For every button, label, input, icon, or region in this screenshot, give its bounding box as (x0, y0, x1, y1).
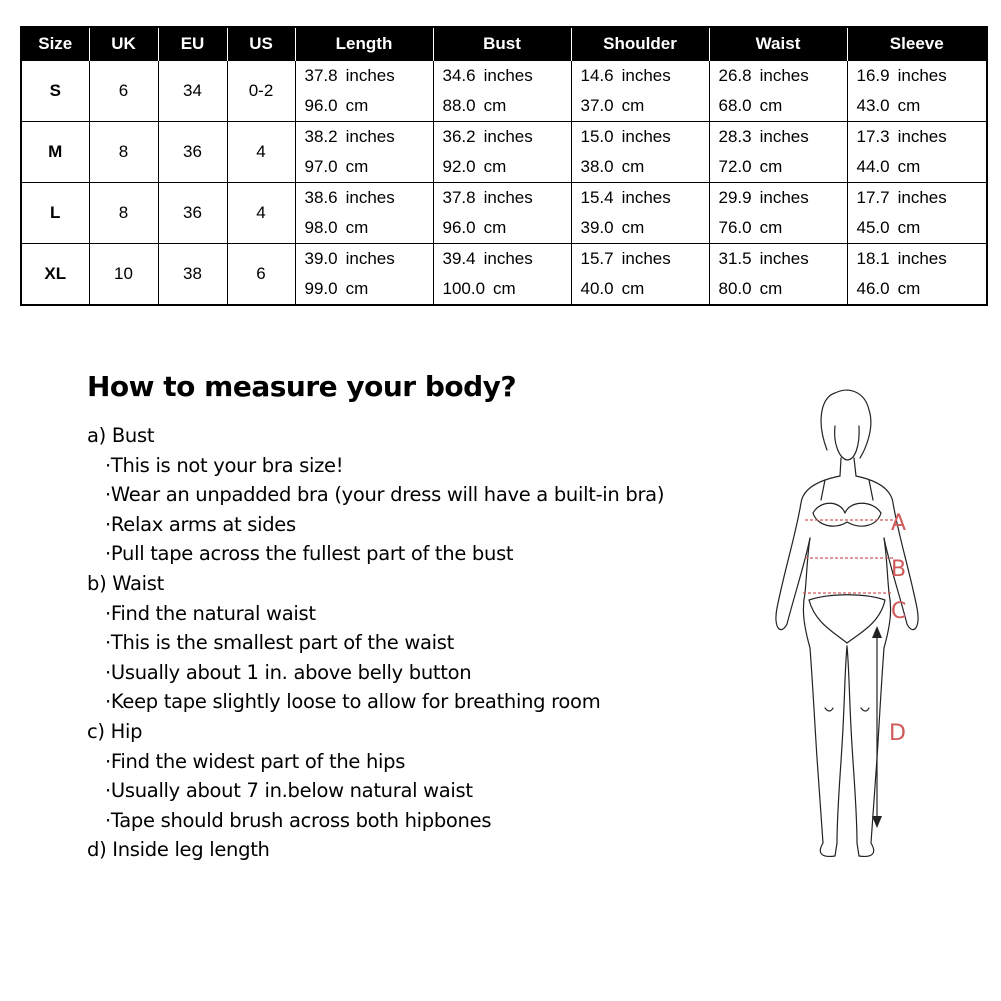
cm-value-line (719, 91, 847, 121)
inches-value: 39.0 (304, 249, 338, 268)
label-c: C (891, 599, 907, 624)
inches-value-line (581, 61, 709, 91)
cm-unit: cm (621, 218, 645, 237)
inches-value: 16.9 (856, 66, 890, 85)
cm-value-line (443, 152, 571, 182)
cm-value: 46.0 (856, 279, 890, 298)
guide-tip: ·Find the natural waist (105, 601, 316, 625)
inches-value: 29.9 (718, 188, 752, 207)
inches-unit: inches (621, 188, 671, 207)
measurement-cell (433, 244, 571, 306)
cm-unit: cm (759, 157, 783, 176)
column-header: Length (295, 27, 433, 61)
uk-cell: 10 (89, 244, 158, 306)
table-row (21, 122, 987, 183)
measurement-cell (295, 61, 433, 122)
cm-value-line (857, 213, 987, 243)
guide-tip: ·Tape should brush across both hipbones (105, 808, 492, 832)
cm-value-line (305, 213, 433, 243)
column-header: UK (89, 27, 158, 61)
inches-value-line (305, 122, 433, 152)
cm-value-line (857, 91, 987, 121)
measurement-cell (295, 244, 433, 306)
cm-unit: cm (897, 96, 921, 115)
measurement-cell (295, 183, 433, 244)
guide-section-heading: a) Bust (87, 424, 155, 447)
measurement-cell (433, 183, 571, 244)
left-leg-outline (810, 646, 847, 856)
cm-value: 100.0 (442, 279, 486, 298)
guide-tip: ·Keep tape slightly loose to allow for breathing room (105, 690, 601, 714)
inches-value: 34.6 (442, 66, 476, 85)
inches-value-line (857, 244, 987, 274)
cm-value: 45.0 (856, 218, 890, 237)
inseam-arrow-bottom (872, 816, 882, 828)
guide-tip: ·Usually about 7 in.below natural waist (105, 779, 473, 803)
label-b: B (891, 557, 907, 582)
inches-value: 37.8 (304, 66, 338, 85)
cm-value: 43.0 (856, 96, 890, 115)
guide-tip: ·Relax arms at sides (105, 512, 296, 536)
eu-cell: 36 (158, 183, 227, 244)
measurement-cell (709, 244, 847, 306)
inches-value: 15.7 (580, 249, 614, 268)
measurement-cell (847, 244, 987, 306)
cm-value-line (857, 274, 987, 304)
cm-value-line (581, 152, 709, 182)
measurement-cell (847, 61, 987, 122)
table-row (21, 244, 987, 306)
guide-tip: ·Wear an unpadded bra (your dress will have a built-in bra) (105, 483, 665, 507)
measurement-cell (295, 122, 433, 183)
column-header: EU (158, 27, 227, 61)
cm-value: 72.0 (718, 157, 752, 176)
inches-value: 37.8 (442, 188, 476, 207)
inches-unit: inches (345, 188, 395, 207)
cm-value-line (719, 152, 847, 182)
us-cell: 4 (227, 183, 295, 244)
cm-unit: cm (621, 96, 645, 115)
guide-tip: ·This is the smallest part of the waist (105, 631, 454, 655)
cm-value-line (305, 91, 433, 121)
measurement-cell (709, 61, 847, 122)
cm-value: 38.0 (580, 157, 614, 176)
inches-unit: inches (759, 127, 809, 146)
cm-value-line (581, 213, 709, 243)
us-cell: 4 (227, 122, 295, 183)
cm-unit: cm (621, 279, 645, 298)
inseam-arrow-top (872, 626, 882, 638)
inches-unit: inches (483, 66, 533, 85)
size-cell: XL (21, 244, 89, 306)
cm-value: 39.0 (580, 218, 614, 237)
measurement-cell (571, 61, 709, 122)
body-measurement-figure (765, 388, 945, 868)
inches-unit: inches (897, 66, 947, 85)
hair-outline (821, 390, 871, 458)
inches-value: 28.3 (718, 127, 752, 146)
column-header: Waist (709, 27, 847, 61)
inches-value-line (857, 183, 987, 213)
measurement-cell (571, 122, 709, 183)
cm-value-line (305, 152, 433, 182)
inches-unit: inches (345, 66, 395, 85)
inches-value-line (719, 122, 847, 152)
cm-value: 68.0 (718, 96, 752, 115)
inches-value-line (719, 244, 847, 274)
inches-unit: inches (345, 249, 395, 268)
column-header: Bust (433, 27, 571, 61)
cm-value: 88.0 (442, 96, 476, 115)
label-d: D (889, 721, 906, 746)
cm-unit: cm (483, 218, 507, 237)
cm-value: 37.0 (580, 96, 614, 115)
us-cell: 0-2 (227, 61, 295, 122)
guide-title: How to measure your body? (87, 370, 517, 403)
cm-unit: cm (345, 157, 369, 176)
size-cell: M (21, 122, 89, 183)
cm-unit: cm (759, 279, 783, 298)
measurement-cell (433, 61, 571, 122)
cm-value-line (581, 274, 709, 304)
measure-guide-list (87, 421, 664, 865)
cm-unit: cm (483, 96, 507, 115)
inches-value: 14.6 (580, 66, 614, 85)
bra-outline (813, 503, 881, 526)
column-header: US (227, 27, 295, 61)
guide-section-heading: d) Inside leg length (87, 838, 270, 862)
guide-section-heading: b) Waist (87, 571, 164, 595)
inches-value-line (443, 244, 571, 274)
guide-section-heading: c) Hip (87, 719, 143, 743)
inches-value-line (443, 122, 571, 152)
eu-cell: 34 (158, 61, 227, 122)
cm-value: 44.0 (856, 157, 890, 176)
cm-value-line (719, 213, 847, 243)
cm-unit: cm (493, 279, 516, 298)
cm-value: 98.0 (304, 218, 338, 237)
inches-value: 26.8 (718, 66, 752, 85)
measurement-cell (847, 183, 987, 244)
inches-value-line (581, 183, 709, 213)
inches-unit: inches (759, 249, 809, 268)
cm-unit: cm (345, 279, 369, 298)
cm-unit: cm (345, 218, 369, 237)
cm-value: 97.0 (304, 157, 338, 176)
uk-cell: 8 (89, 122, 158, 183)
measurement-cell (571, 183, 709, 244)
inches-value: 39.4 (442, 249, 476, 268)
us-cell: 6 (227, 244, 295, 306)
inches-unit: inches (621, 66, 671, 85)
inches-value-line (581, 122, 709, 152)
cm-value-line (581, 91, 709, 121)
cm-value-line (719, 274, 847, 304)
measurement-cell (433, 122, 571, 183)
cm-value-line (305, 274, 433, 304)
inches-value-line (857, 61, 987, 91)
cm-unit: cm (897, 157, 921, 176)
inches-value-line (305, 183, 433, 213)
cm-value: 92.0 (442, 157, 476, 176)
inches-value: 15.4 (580, 188, 614, 207)
face-outline (835, 426, 860, 460)
inches-unit: inches (483, 188, 533, 207)
inches-value: 15.0 (580, 127, 614, 146)
measurement-cell (571, 244, 709, 306)
label-a: A (891, 511, 907, 536)
inches-value: 17.7 (856, 188, 890, 207)
inches-unit: inches (897, 188, 947, 207)
size-cell: S (21, 61, 89, 122)
cm-unit: cm (345, 96, 369, 115)
table-body (21, 61, 987, 306)
column-header: Sleeve (847, 27, 987, 61)
inches-value-line (719, 183, 847, 213)
inches-unit: inches (759, 66, 809, 85)
cm-value: 96.0 (304, 96, 338, 115)
inches-unit: inches (483, 249, 533, 268)
table-row (21, 61, 987, 122)
inches-value-line (719, 61, 847, 91)
cm-value-line (857, 152, 987, 182)
inches-unit: inches (621, 127, 671, 146)
inches-unit: inches (621, 249, 671, 268)
uk-cell: 6 (89, 61, 158, 122)
cm-unit: cm (621, 157, 645, 176)
cm-unit: cm (759, 218, 783, 237)
right-arm-outline (856, 476, 918, 630)
inches-unit: inches (759, 188, 809, 207)
size-cell: L (21, 183, 89, 244)
guide-tip: ·Pull tape across the fullest part of the bust (105, 542, 514, 566)
cm-value-line (443, 274, 571, 304)
inches-unit: inches (897, 249, 947, 268)
inches-value-line (305, 61, 433, 91)
inches-value-line (581, 244, 709, 274)
measurement-cell (847, 122, 987, 183)
inches-value: 38.6 (304, 188, 338, 207)
table-row (21, 183, 987, 244)
cm-value-line (443, 91, 571, 121)
guide-tip: ·Find the widest part of the hips (105, 749, 406, 773)
inches-unit: inches (483, 127, 533, 146)
inches-value-line (857, 122, 987, 152)
guide-tip: ·Usually about 1 in. above belly button (105, 660, 472, 684)
inches-unit: inches (345, 127, 395, 146)
column-header: Size (21, 27, 89, 61)
guide-tip: ·This is not your bra size! (105, 453, 344, 477)
column-header: Shoulder (571, 27, 709, 61)
table-header-row (21, 27, 987, 61)
inches-value: 17.3 (856, 127, 890, 146)
cm-unit: cm (897, 279, 921, 298)
inches-value-line (443, 61, 571, 91)
cm-unit: cm (759, 96, 783, 115)
cm-value: 76.0 (718, 218, 752, 237)
inches-value: 18.1 (856, 249, 890, 268)
inches-value: 31.5 (718, 249, 752, 268)
inches-value-line (305, 244, 433, 274)
measurement-cell (709, 122, 847, 183)
right-leg-outline (847, 646, 884, 856)
eu-cell: 38 (158, 244, 227, 306)
inches-value-line (443, 183, 571, 213)
cm-value: 80.0 (718, 279, 752, 298)
inches-unit: inches (897, 127, 947, 146)
cm-unit: cm (897, 218, 921, 237)
uk-cell: 8 (89, 183, 158, 244)
cm-value-line (443, 213, 571, 243)
inches-value: 38.2 (304, 127, 338, 146)
measurement-cell (709, 183, 847, 244)
eu-cell: 36 (158, 122, 227, 183)
cm-value: 99.0 (304, 279, 338, 298)
size-chart-table (20, 26, 988, 306)
cm-value: 96.0 (442, 218, 476, 237)
inches-value: 36.2 (442, 127, 476, 146)
cm-unit: cm (483, 157, 507, 176)
cm-value: 40.0 (580, 279, 614, 298)
